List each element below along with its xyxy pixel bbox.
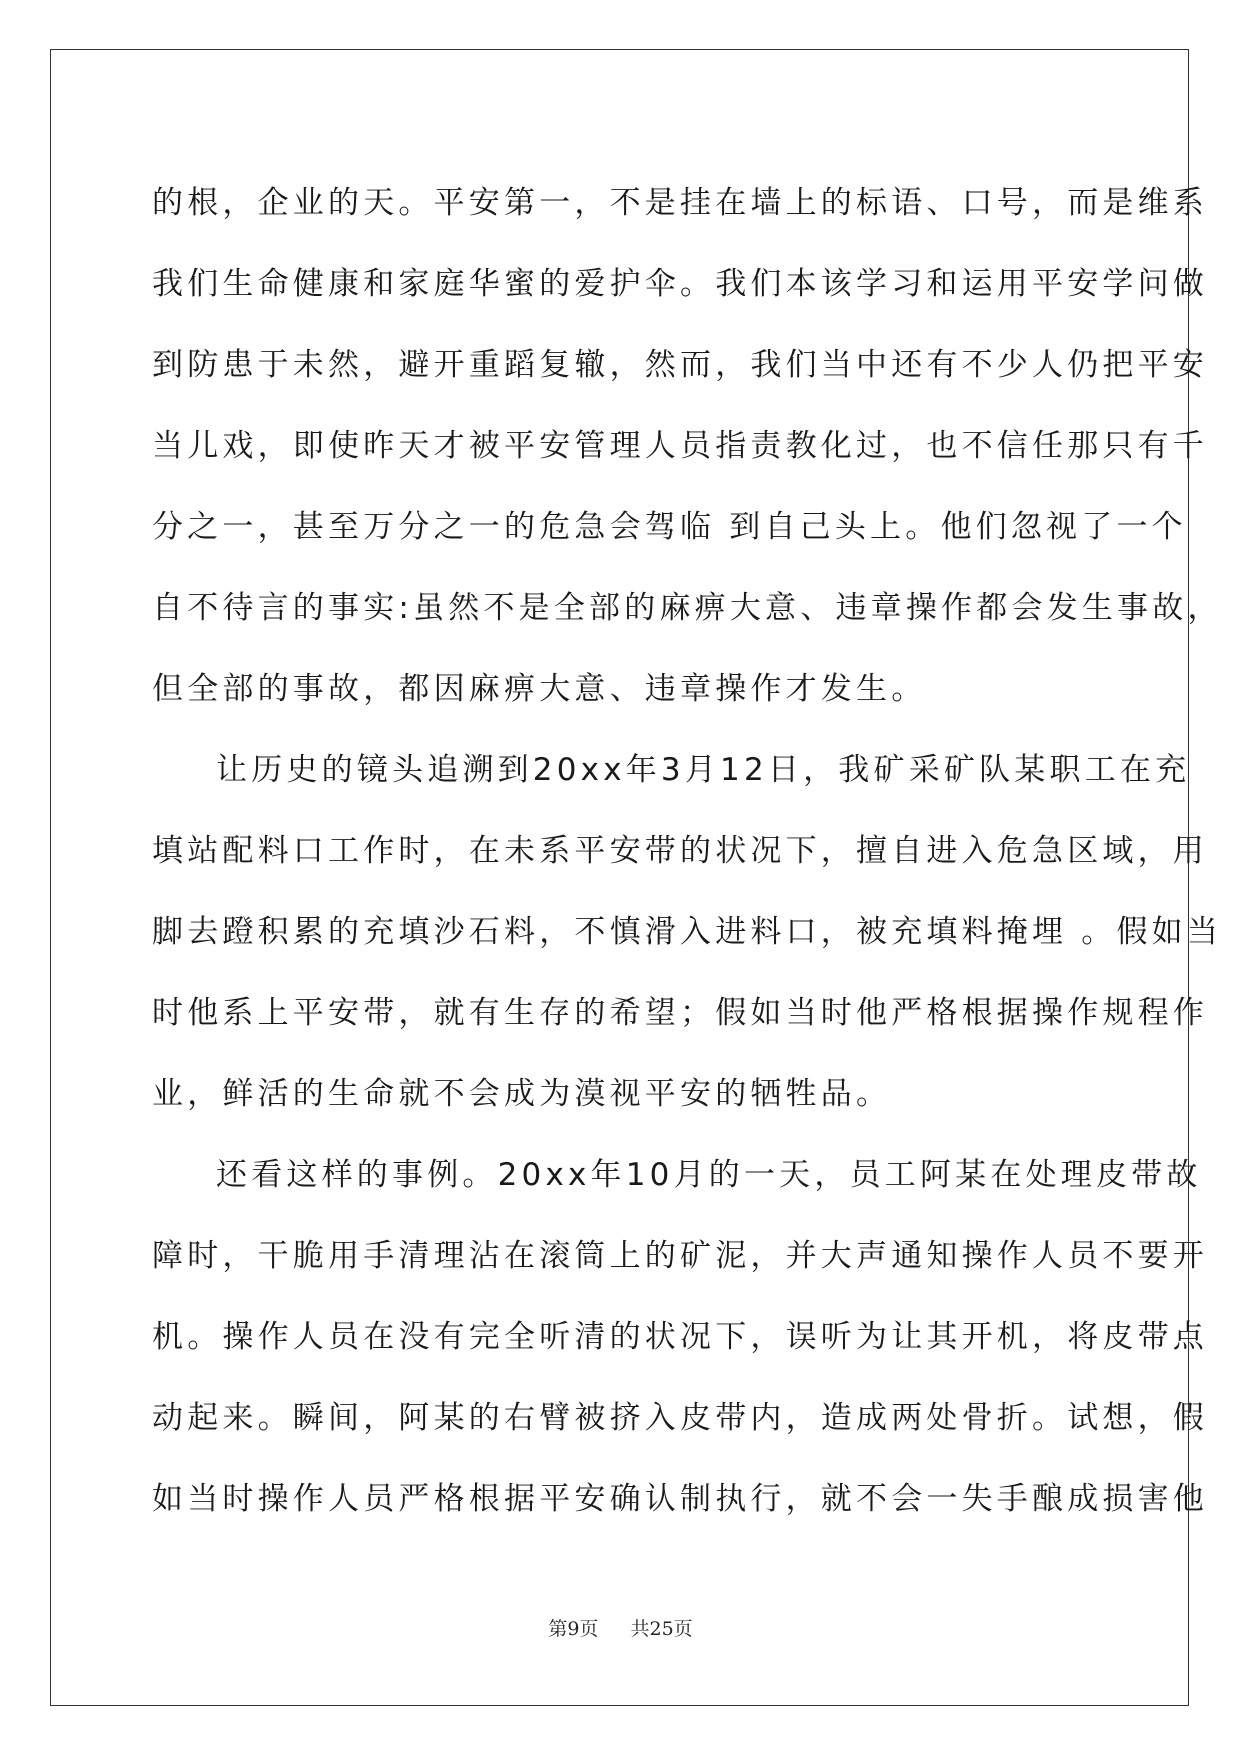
text-line: 业，鲜活的生命就不会成为漠视平安的牺牲品。 [152, 1076, 892, 1112]
text-line: 填站配料口工作时，在未系平安带的状况下，擅自进入危急区域，用 [152, 833, 1208, 869]
text-line: 动起来。瞬间，阿某的右臂被挤入皮带内，造成两处骨折。试想，假 [152, 1400, 1208, 1436]
text-line: 障时，干脆用手清理沾在滚筒上的矿泥，并大声通知操作人员不要开 [152, 1238, 1208, 1274]
text-line: 时他系上平安带，就有生存的希望；假如当时他严格根据操作规程作 [152, 995, 1208, 1031]
text-line: 到防患于未然，避开重蹈复辙，然而，我们当中还有不少人仍把平安 [152, 347, 1208, 383]
text-line: 当儿戏，即使昨天才被平安管理人员指责教化过，也不信任那只有千 [152, 428, 1208, 464]
page-number-total: 共25页 [630, 1618, 693, 1640]
paragraph-first-line: 让历史的镜头追溯到20xx年3月12日，我矿采矿队某职工在充 [216, 752, 1191, 788]
text-line: 分之一，甚至万分之一的危急会驾临 到自己头上。他们忽视了一个 [152, 509, 1187, 545]
paragraph-first-line: 还看这样的事例。20xx年10月的一天，员工阿某在处理皮带故 [216, 1157, 1202, 1193]
text-line: 机。操作人员在没有完全听清的状况下，误听为让其开机，将皮带点 [152, 1319, 1208, 1355]
page-footer [0, 1614, 1241, 1641]
document-body [152, 163, 1223, 1540]
page-number-current: 第9页 [548, 1618, 599, 1640]
text-line: 的根，企业的天。平安第一，不是挂在墙上的标语、口号，而是维系 [152, 185, 1208, 221]
text-line: 我们生命健康和家庭华蜜的爱护伞。我们本该学习和运用平安学问做 [152, 266, 1208, 302]
text-line: 自不待言的事实:虽然不是全部的麻痹大意、违章操作都会发生事故， [152, 590, 1223, 626]
text-line: 但全部的事故，都因麻痹大意、违章操作才发生。 [152, 671, 927, 707]
text-line: 如当时操作人员严格根据平安确认制执行，就不会一失手酿成损害他 [152, 1481, 1208, 1517]
text-line: 脚去蹬积累的充填沙石料，不慎滑入进料口，被充填料掩埋 。假如当 [152, 914, 1223, 950]
